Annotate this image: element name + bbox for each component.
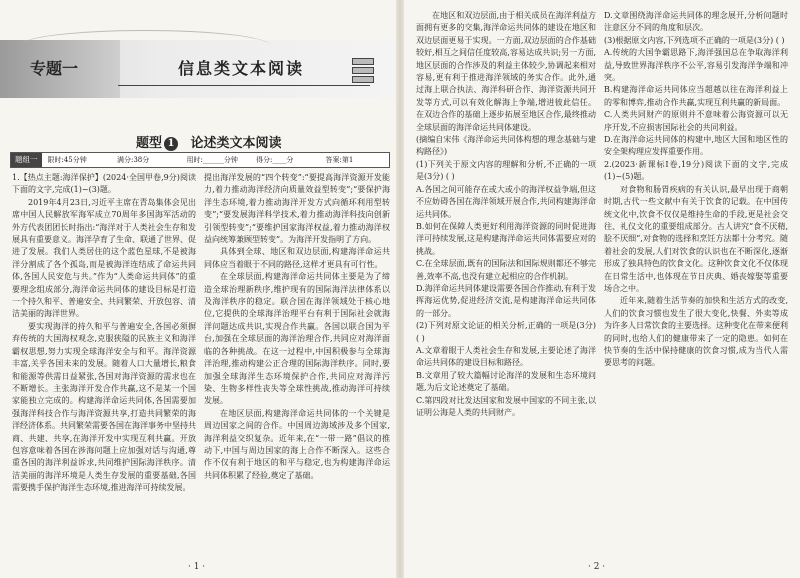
chapter-title: 信息类文本阅读 xyxy=(178,59,305,78)
section-prefix: 题型 xyxy=(136,136,163,151)
question-stem: (3)根据原文内容,下列选项不正确的一项是(3分) ( ) xyxy=(604,35,785,45)
answer-option: B.文章用了较大篇幅讨论海洋的发展和生态环境问题,为后文论述奠定了基础。 xyxy=(416,370,596,393)
answer-option: A.文章着眼于人类社会生存和发展,主要论述了海洋命运共同体的建设目标和路径。 xyxy=(416,345,596,368)
info-field-answer: 答案:第1 xyxy=(325,156,354,164)
books-icon xyxy=(352,58,374,84)
paragraph: 在地区层面,构建海洋命运共同体的一个关键是周边国家之间的合作。中国周边海域涉及多个国家,海洋利益交织复杂。近年来,在“一带一路”倡议的推动下,中国与周边国家的海上合作不断深入。这些合作不仅有利于地区的和平与稳定,也为构建海洋命运共同体积累了经验,奠定了基础。 xyxy=(204,408,390,480)
paragraph: 近年来,随着生活节奏的加快和生活方式的改变,人们的饮食习惯也发生了很大变化,快餐、外卖等成为许多人日常饮食的主要选择。这种变化在带来便利的同时,也给人们的健康带来了一定的隐患。如何在快节奏的生活中保持健康的饮食习惯,成为当代人需要思考的问题。 xyxy=(604,296,788,368)
paragraph: (摘编自宋伟《海洋命运共同体构想的理念基础与建构路径》) xyxy=(416,135,596,157)
paragraph: 在全球层面,构建海洋命运共同体主要是为了缔造全球治理新秩序,维护现有的国际海洋法律体系以及海洋秩序的稳定。联合国在海洋领域处于核心地位,它提供的全球海洋治理平台有利于国际社会就海洋问题达成共识,实现合作共赢。各国以联合国为平台,加强在全球层面的海洋治理合作,共同应对海洋面临的各种挑战。在这一过程中,中国积极参与全球海洋治理,推动构建公正合理的国际海洋秩序。同时,要加强全球海洋生态环境保护合作,共同应对海洋污染、生物多样性丧失等全球性挑战,推动海洋可持续发展。 xyxy=(204,272,390,406)
paragraph: 具体到全球、地区和双边层面,构建海洋命运共同体应当着眼于不同的路径,这样才更具有可行性。 xyxy=(204,247,390,269)
section-title-text: 论述类文本阅读 xyxy=(190,136,282,151)
left-column-1 xyxy=(12,172,196,552)
question-stem: 1.【热点主题:海洋保护】(2024·全国甲卷,9分)阅读下面的文字,完成(1)~(3)题。 xyxy=(12,173,196,195)
info-field-score: 得分:____分 xyxy=(256,156,294,164)
section-number-badge: 1 xyxy=(164,137,178,151)
left-page xyxy=(0,0,398,578)
answer-option: D.在海洋命运共同体的构建中,地区大国和地区性的安全架构理应发挥重要作用。 xyxy=(604,135,788,157)
right-page xyxy=(402,0,800,578)
paragraph: 2019年4月23日,习近平主席在青岛集体会见出席中国人民解放军海军成立70周年多国海军活动的外方代表团团长时指出:“海洋对于人类社会生存和发展具有重要意义。海洋孕育了生命、联通了世界、促进了发展。我们人类居住的这个蓝色星球,不是被海洋分割成了各个孤岛,而是被海洋连结成了命运共同体,各国人民安危与共。”作为“人类命运共同体”的重要理念组成部分,海洋命运共同体的建设目标是打造一个持久和平、普遍安全、共同繁荣、开放包容、清洁美丽的海洋世界。 xyxy=(12,197,196,319)
section-title xyxy=(136,132,282,151)
right-column-1 xyxy=(416,10,596,552)
paragraph: 要实现海洋的持久和平与普遍安全,各国必须摒弃传统的大国海权观念,克服狭隘的民族主义和海洋霸权思想,努力实现全球海洋安全与和平。海洋资源丰富,关乎各国未来的发展。随着人口大量增长,粮食和能源等供需日益紧张,各国对海洋资源的需求也在不断增长。主张海洋开发合作共赢,这不是某一个国家能独立完成的。构建海洋命运共同体,各国需要加强海洋科技合作与海洋资源共享,打造共同繁荣的海洋经济体系。共同繁荣需要各国在海洋事务中坚持共商、共建、共享,在海洋开发中实现互利共赢。开放包容意味着各国在涉海问题上应加强对话与沟通,尊重各国的海洋利益诉求,共同维护国际海洋秩序。清洁美丽的海洋环境是人类生存发展的重要基础,各国需要携手保护海洋生态环境,推进海洋可持续发展。 xyxy=(12,321,196,493)
right-column-2 xyxy=(604,10,788,552)
answer-option: B.构建海洋命运共同体应当超越以往在海洋利益上的零和博弈,推动合作共赢,实现互利共赢的新局面。 xyxy=(604,85,788,107)
left-column-2 xyxy=(204,172,390,552)
header-rule xyxy=(118,85,370,86)
question-stem: (2)下列对原文论证的相关分析,正确的一项是(3分) ( ) xyxy=(416,321,596,343)
paragraph: 对食物和肠胃疾病的有关认识,最早出现于商朝时期,古代一些文献中有关于饮食的记载。在中国传统文化中,饮食不仅仅是维持生命的手段,更是社会交往、礼仪文化的重要组成部分。古人讲究“食不厌精,脍不厌细”,对食物的选择和烹饪方法都十分考究。随着社会的发展,人们对饮食的认识也在不断深化,逐渐形成了独具特色的饮食文化。这种饮食文化不仅体现在日常生活中,也体现在节日庆典、婚丧嫁娶等重要场合之中。 xyxy=(604,184,788,293)
page-number-right: · 2 · xyxy=(588,562,606,572)
page-number-left: · 1 · xyxy=(188,562,206,572)
info-field-time-limit: 限时:45分钟 xyxy=(47,156,87,164)
group-tag: 题组一 xyxy=(11,153,42,167)
question-stem: 2.(2023·新课标Ⅰ卷,19分)阅读下面的文字,完成(1)~(5)题。 xyxy=(604,159,788,182)
answer-option: C.人类共同财产的原则并不意味着公海资源可以无序开发,不应损害国际社会的共同利益。 xyxy=(604,110,788,132)
paragraph: 提出海洋发展的“四个转变”:“要提高海洋资源开发能力,着力推动海洋经济向质量效益型转变”;“要保护海洋生态环境,着力推动海洋开发方式向循环利用型转变”;“要发展海洋科学技术,着力推动海洋科技向创新引领型转变”;“要维护国家海洋权益,着力推动海洋权益向统筹兼顾型转变”。为海洋开发指明了方向。 xyxy=(204,173,390,245)
paragraph: 在地区和双边层面,由于相关成员在海洋利益方面拥有更多的交集,海洋命运共同体的建设在地区和双边层面更易于实现。一方面,双边层面的合作基础较好,相互之间信任度较高,容易达成共识;另一方面,地区层面的合作涉及的利益主体较少,协调起来相对容易,更有利于推进海洋领域的务实合作。此外,通过海上联合执法、海洋科研合作、海洋资源共同开发等方式,可以有效化解海上争端,增进彼此信任。在双边合作的基础上逐步拓展至地区合作,最终推动全球层面的海洋命运共同体建设。 xyxy=(416,11,596,132)
question-stem: (1)下列关于原文内容的理解和分析,不正确的一项是(3分) ( ) xyxy=(416,159,596,182)
answer-option: D.文章围绕海洋命运共同体的理念展开,分析问题时注意区分不同的角度和层次。 xyxy=(604,11,788,33)
info-field-full-score: 满分:38分 xyxy=(117,156,150,164)
answer-option: A.传统的大国争霸思路下,海洋强国总在争取海洋利益,导致世界海洋秩序不公平,容易引发海洋争端和冲突。 xyxy=(604,48,788,83)
answer-option: B.如何在保障人类更好利用海洋资源的同时促进海洋可持续发展,这是构建海洋命运共同体需要应对的挑战。 xyxy=(416,221,596,256)
answer-option: A.各国之间可能存在或大或小的海洋权益争端,但这不应妨碍各国在海洋领域开展合作,共同构建海洋命运共同体。 xyxy=(416,184,596,219)
answer-option: C.第四段对比发达国家和发展中国家的不同主张,以证明公海是人类的共同财产。 xyxy=(416,395,596,417)
exercise-info-bar xyxy=(10,152,390,168)
answer-option: D.海洋命运共同体建设需要各国合作推动,有利于发挥海运优势,促进经济交流,是构建海洋命运共同体的一部分。 xyxy=(416,283,596,318)
answer-option: C.在全球层面,既有的国际法和国际规则都还不够完善,效率不高,也没有建立起相应的合作机制。 xyxy=(416,259,596,281)
chapter-header xyxy=(0,40,398,100)
topic-label: 专题一 xyxy=(30,59,79,78)
info-field-time-used: 用时:______分钟 xyxy=(186,156,238,164)
